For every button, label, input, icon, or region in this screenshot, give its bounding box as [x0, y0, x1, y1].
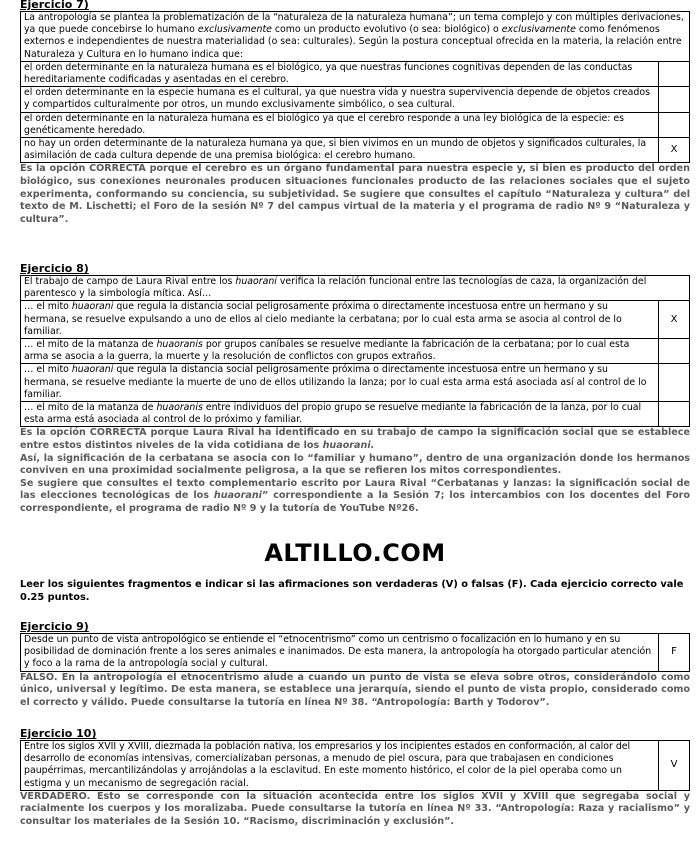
option-text: no hay un orden determinante de la naturaleza humana ya que, si bien vivimos en un mundo de objetos y significados culturales, la asimilación de cada cultura depende de una premisa biológica: el cerebro humano.	[21, 138, 659, 163]
altillo-logo[interactable]: ALTILLO.COM	[264, 539, 446, 567]
exercise-10-title: Ejercicio 10)	[20, 727, 97, 740]
exercise-8-stem: El trabajo de campo de Laura Rival entre los huaorani verifica la relación funcional entre las tecnologías de caza, la organización del parentesco y la simbología mítica. Así…	[21, 276, 690, 301]
option-mark[interactable]	[659, 402, 690, 427]
option-mark[interactable]	[659, 339, 690, 364]
exercise-9-mark[interactable]: F	[659, 634, 690, 672]
option-text: el orden determinante en la especie humana es el cultural, ya que nuestra vida y nuestra supervivencia depende de objetos creados y compartidos culturalmente por otros, un mundo exclusivamente simbólico, o sea cultural.	[21, 87, 659, 112]
exercise-10-statement: Entre los siglos XVII y XVIII, diezmada la población nativa, los empresarios y los incipientes estados en conformación, al calor del desarrollo de economías intensivas, comercializaban personas, a menudo de piel oscura, para que trabajasen en condiciones paupérrimas, mercantilizándolas y arrojándolas a la esclavitud. En este momento histórico, el color de la piel operaba como un estigma y un mecanismo de segregación racial.	[21, 741, 659, 791]
option-text: … el mito huaorani que regula la distancia social peligrosamente próxima o directamente incestuosa entre un hermano y su hermana, se resuelve mediante la muerte de uno de ellos utilizando la lanza; por lo cual esta arma está asociada así al control de lo familiar.	[21, 364, 659, 402]
exercise-8-answer-p2: Así, la significación de la cerbatana se asocia con lo “familiar y humano”, dentro de una organización donde los hermanos conviven en una proximidad socialmente peligrosa, a la que se refieren los mitos correspondientes.	[20, 452, 690, 477]
exercise-7	[20, 0, 690, 226]
option-text: el orden determinante en la naturaleza humana es el biológico ya que el cerebro responde a una ley biológica de la especie: es genéticamente heredado.	[21, 112, 659, 137]
instructions: Leer los siguientes fragmentos e indicar si las afirmaciones son verdaderas (V) o falsas (F). Cada ejercicio correcto vale 0.25 puntos.	[20, 579, 684, 603]
exercise-7-option-3	[21, 112, 690, 137]
exercise-8-answer-p3: Se sugiere que consultes el texto complementario escrito por Laura Rival “Cerbatanas y lanzas: la significación social de las elecciones tecnológicas de los huaorani” correspondiente a la Sesión 7; los intercambios con los docentes del Foro correspondiente, el programa de radio Nº 9 y la tutoría de YouTube Nº26.	[20, 477, 691, 514]
exercise-10-table	[20, 740, 690, 791]
exercise-8	[20, 262, 690, 516]
exercise-9-title: Ejercicio 9)	[20, 620, 89, 633]
option-mark[interactable]	[659, 61, 690, 86]
exercise-8-answer	[20, 427, 690, 515]
exercise-7-stem: La antropología se plantea la problematización de la “naturaleza de la naturaleza humana”; un tema complejo y con múltiples derivaciones, ya que puede concebirse lo humano exclusivamente como un producto evolutivo (o sea: biológico) o exclusivamente como fenómenos externos e independientes de nuestra materialidad (o sea: culturales). Según la postura conceptual ofrecida en la materia, la relación entre Naturaleza y Cultura en lo humano indica que:	[21, 12, 690, 62]
exercise-7-title: Ejercicio 7)	[20, 0, 89, 11]
exercise-8-stem-row	[21, 276, 690, 301]
exercise-8-table	[20, 275, 690, 427]
exercise-7-option-2	[21, 87, 690, 112]
exercise-9	[20, 620, 690, 709]
exercise-7-stem-row	[21, 12, 690, 62]
exercise-10-mark[interactable]: V	[659, 741, 690, 791]
exercise-8-option-4	[21, 402, 690, 427]
option-mark[interactable]	[659, 364, 690, 402]
exercise-7-option-1	[21, 61, 690, 86]
exercise-9-statement: Desde un punto de vista antropológico se entiende el “etnocentrismo” como un centrismo o focalización en lo humano y en su posibilidad de dominación frente a los seres animales e inanimados. De esta manera, la antropología ha otorgado particular atención y foco a la rama de la antropología social y cultural.	[21, 634, 659, 672]
option-mark[interactable]	[659, 87, 690, 112]
exercise-7-option-4	[21, 138, 690, 163]
option-text: … el mito de la matanza de huaoranis entre individuos del propio grupo se resuelve mediante la fabricación de la lanza, por lo cual esta arma está asociada al control de lo próximo y familiar.	[21, 402, 659, 427]
exercise-9-table	[20, 633, 690, 672]
exercise-8-option-3	[21, 364, 690, 402]
option-mark[interactable]: X	[659, 301, 690, 339]
exercise-7-table	[20, 11, 690, 163]
exercise-9-answer: FALSO. En la antropología el etnocentrismo alude a cuando un punto de vista se eleva sobre otros, considerándolo como único, universal y legítimo. De esta manera, se establece una jerarquía, siendo el punto de vista propio, considerado como el correcto y válido. Puede consultarse la tutoría en línea Nº 38. “Antropología: Barth y Todorov”.	[20, 671, 690, 708]
exercise-10-row	[21, 741, 690, 791]
option-text: el orden determinante en la naturaleza humana es el biológico, ya que nuestras funciones cognitivas dependen de las conductas hereditariamente codificadas y asentadas en el cerebro.	[21, 61, 659, 86]
option-text: … el mito de la matanza de huaoranis por grupos caníbales se resuelve mediante la fabricación de la cerbatana; por lo cual esta arma se asocia a la guerra, la muerte y la resolución de conflictos con grupos extraños.	[21, 339, 659, 364]
exercise-9-row	[21, 634, 690, 672]
exercise-8-title: Ejercicio 8)	[20, 262, 89, 275]
option-mark[interactable]	[659, 112, 690, 137]
exercise-10-answer: VERDADERO. Esto se corresponde con la situación acontecida entre los siglos XVII y XVIII que segregaba social y racialmente los cuerpos y los moralizaba. Puede consultarse la tutoría en línea Nº 33. “Antropología: Raza y racialismo” y consultar los materiales de la Sesión 10. “Racismo, discriminación y exclusión”.	[20, 790, 690, 827]
exercise-8-answer-p1: Es la opción CORRECTA porque Laura Rival ha identificado en su trabajo de campo la significación social que se establece entre estos distintos niveles de la vida cotidiana de los huaorani.	[20, 427, 690, 452]
option-mark[interactable]: X	[659, 138, 690, 163]
option-text: … el mito huaorani que regula la distancia social peligrosamente próxima o directamente incestuosa entre un hermano y su hermana, se resuelve expulsando a uno de ellos al cielo mediante la cerbatana; por lo cual esta arma se asocia al control de lo familiar.	[21, 301, 659, 339]
exercise-8-option-2	[21, 339, 690, 364]
exercise-7-answer: Es la opción CORRECTA porque el cerebro es un órgano fundamental para nuestra especie y, si bien es producto del orden biológico, sus conexiones neuronales producen situaciones funcionales producto de las relaciones sociales que el sujeto experimenta, conformando su conciencia, su subjetividad. Se sugiere que consultes el capítulo “Naturaleza y cultura” del texto de M. Lischetti; el Foro de la sesión Nº 7 del campus virtual de la materia y el programa de radio Nº 9 “Naturaleza y cultura”.	[20, 163, 690, 225]
exercise-10	[20, 727, 690, 829]
exercise-8-option-1	[21, 301, 690, 339]
